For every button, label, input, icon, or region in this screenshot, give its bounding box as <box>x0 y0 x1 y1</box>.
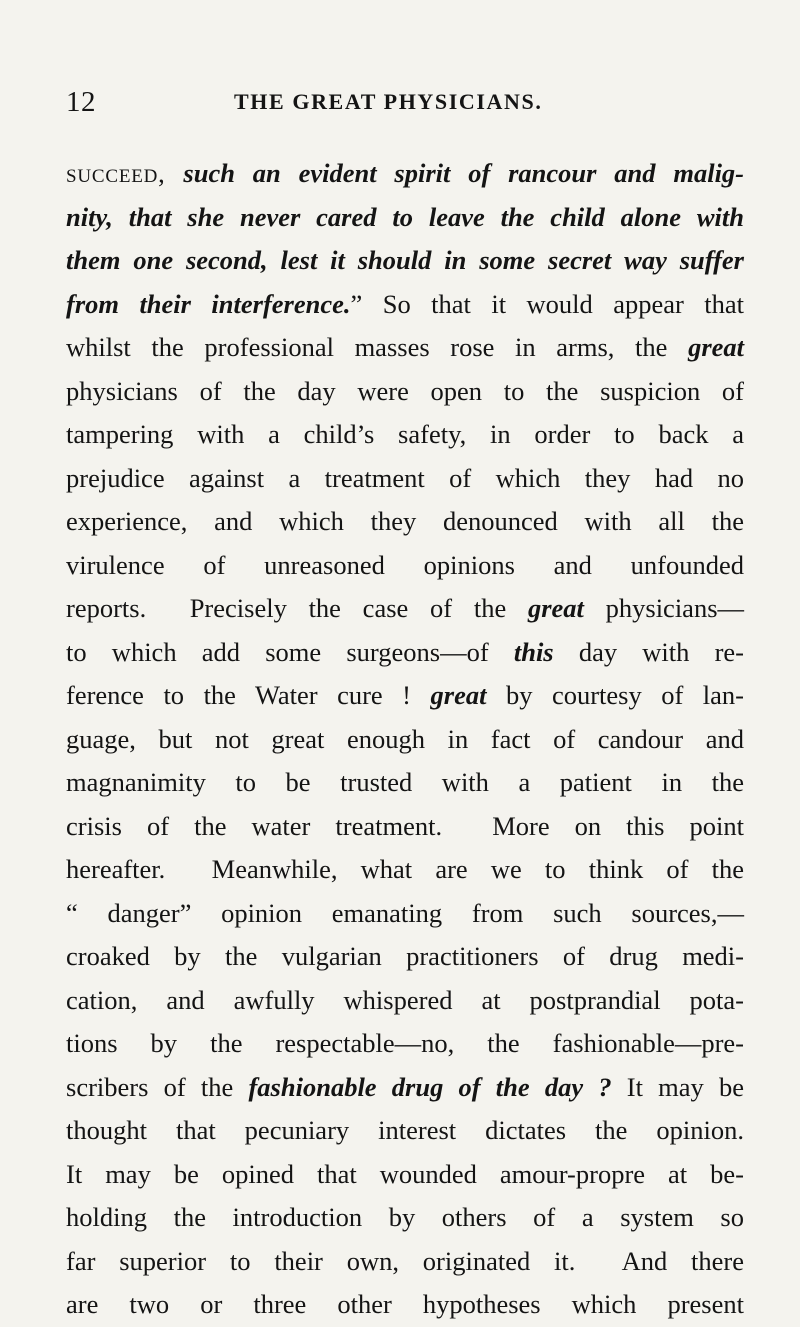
text-run: reports. Precisely the case of the <box>66 593 528 623</box>
text-run: whilst the professional masses rose in arms, the <box>66 332 689 362</box>
italic-text: nity, that she never cared to leave the child alone with <box>66 201 744 232</box>
text-run: holding the introduction by others of a system so <box>66 1202 744 1232</box>
text-run: are two or three other hypotheses which present <box>66 1289 744 1319</box>
italic-text: this <box>513 636 554 667</box>
text-line <box>66 631 744 675</box>
italic-text: from their interference. <box>66 288 351 319</box>
text-line <box>66 457 744 501</box>
text-line <box>66 761 744 805</box>
text-line <box>66 805 744 849</box>
text-run: crisis of the water treatment. More on this point <box>66 810 744 841</box>
text-run: virulence of unreasoned opinions and unfounded <box>66 549 744 580</box>
italic-text: great <box>688 332 744 362</box>
text-line <box>66 935 744 979</box>
text-line <box>66 848 744 892</box>
text-line <box>66 587 744 631</box>
text-run: “ danger” opinion emanating from such sources,— <box>66 897 744 928</box>
text-line <box>66 196 744 240</box>
body-text <box>66 152 744 1327</box>
page-number: 12 <box>66 86 96 118</box>
text-run: far superior to their own, originated it. And there <box>66 1245 744 1276</box>
text-line <box>66 370 744 414</box>
text-line <box>66 1066 744 1110</box>
text-line <box>66 1240 744 1284</box>
running-head <box>66 86 746 126</box>
italic-text: fashionable drug of the day ? <box>248 1071 612 1102</box>
italic-text: great <box>527 593 584 623</box>
italic-text: great <box>430 680 487 710</box>
text-line <box>66 718 744 762</box>
text-line <box>66 283 744 327</box>
text-line <box>66 1283 744 1327</box>
text-line <box>66 1022 744 1066</box>
text-run: cation, and awfully whispered at postprandial pota- <box>66 984 744 1015</box>
text-line <box>66 892 744 936</box>
text-run: ference to the Water cure ! <box>66 680 431 710</box>
text-run: prejudice against a treatment of which they had no <box>66 462 744 493</box>
text-run: to which add some surgeons—of <box>66 636 514 667</box>
text-run: hereafter. Meanwhile, what are we to think of the <box>66 854 744 884</box>
text-run: It may be opined that wounded amour-propre at be- <box>66 1158 744 1189</box>
text-run <box>166 158 184 188</box>
text-line <box>66 500 744 544</box>
text-run: It may be <box>611 1071 744 1102</box>
text-run: croaked by the vulgarian practitioners of drug medi- <box>66 941 744 971</box>
text-run: tampering with a child’s safety, in order to back a <box>66 419 744 449</box>
text-run: tions by the respectable—no, the fashionable—pre- <box>66 1028 744 1058</box>
text-line <box>66 239 744 283</box>
text-run: physicians— <box>583 593 745 623</box>
text-line <box>66 1196 744 1240</box>
text-line <box>66 326 744 370</box>
text-run: physicians of the day were open to the suspicion of <box>66 375 744 406</box>
text-line <box>66 674 744 718</box>
text-line <box>66 979 744 1023</box>
text-run: thought that pecuniary interest dictates the opinion. <box>66 1115 744 1145</box>
text-run: guage, but not great enough in fact of candour and <box>66 723 744 754</box>
small-caps-text: succeed, <box>66 158 166 188</box>
text-line <box>66 1153 744 1197</box>
text-run: experience, and which they denounced with all the <box>66 506 744 536</box>
text-line <box>66 1109 744 1153</box>
text-line <box>66 152 744 196</box>
text-run: ” So that it would appear that <box>350 288 744 319</box>
text-run: magnanimity to be trusted with a patient in the <box>66 767 744 797</box>
italic-text: such an evident spirit of rancour and malig- <box>183 158 745 188</box>
text-line <box>66 413 744 457</box>
running-title: THE GREAT PHYSICIANS. <box>234 89 543 114</box>
text-run: scribers of the <box>66 1071 249 1102</box>
text-line <box>66 544 744 588</box>
text-run: by courtesy of lan- <box>486 680 744 710</box>
italic-text: them one second, lest it should in some secret way suffer <box>66 245 744 275</box>
text-run: day with re- <box>553 636 744 667</box>
